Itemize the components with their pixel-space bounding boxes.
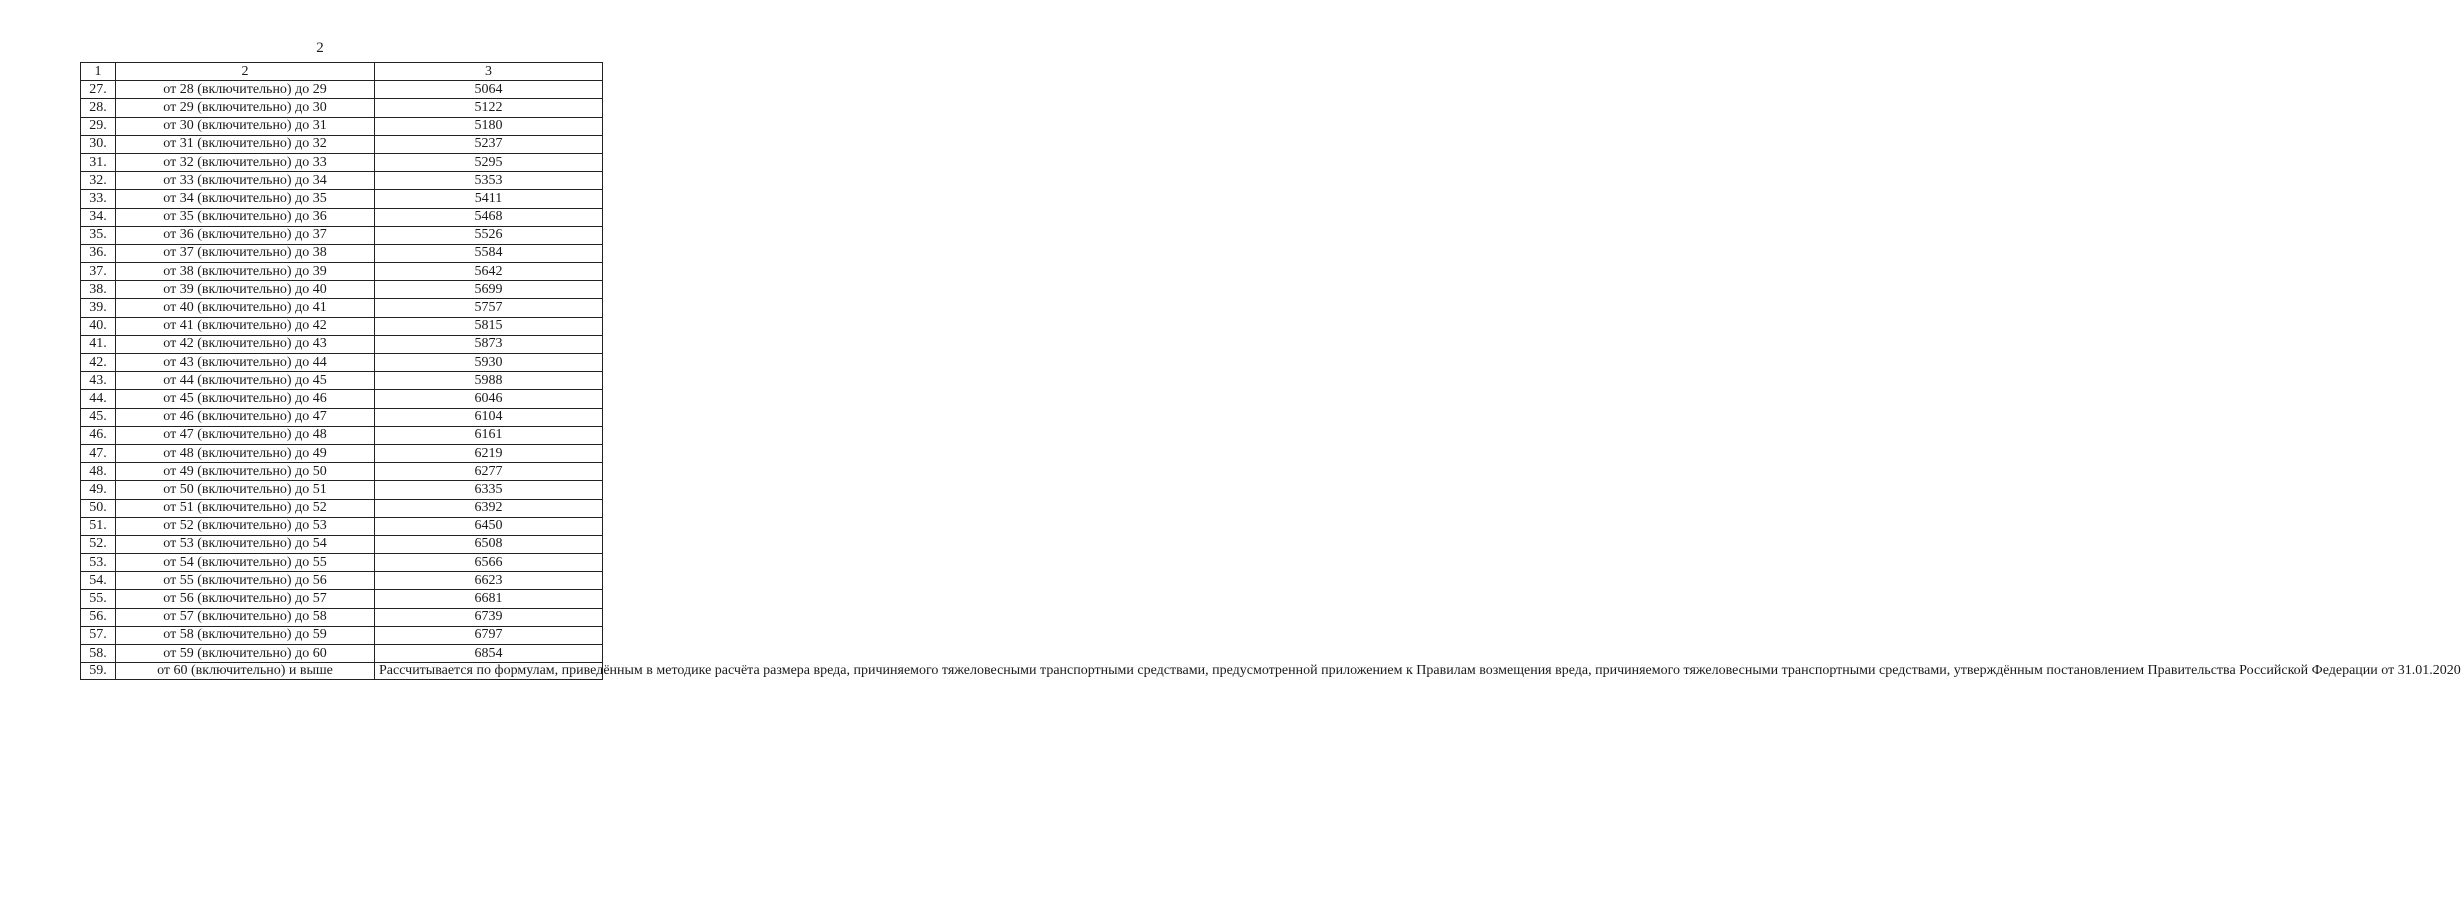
row-range: от 56 (включительно) до 57 (116, 590, 375, 608)
row-range: от 44 (включительно) до 45 (116, 372, 375, 390)
row-number: 48. (81, 463, 116, 481)
row-value: 5064 (375, 81, 603, 99)
table-row (81, 554, 603, 572)
row-number: 49. (81, 481, 116, 499)
row-range: от 29 (включительно) до 30 (116, 99, 375, 117)
row-value: 5237 (375, 135, 603, 153)
row-number: 57. (81, 626, 116, 644)
row-range: от 55 (включительно) до 56 (116, 572, 375, 590)
row-range: от 50 (включительно) до 51 (116, 481, 375, 499)
row-value: 6450 (375, 517, 603, 535)
row-range: от 60 (включительно) и выше (116, 663, 375, 680)
table-row (81, 572, 603, 590)
row-range: от 43 (включительно) до 44 (116, 354, 375, 372)
row-value: 5873 (375, 335, 603, 353)
table-row (81, 426, 603, 444)
row-range: от 35 (включительно) до 36 (116, 208, 375, 226)
row-number: 42. (81, 354, 116, 372)
table-row (81, 153, 603, 171)
row-number: 40. (81, 317, 116, 335)
table-row-last (81, 663, 603, 680)
row-number: 39. (81, 299, 116, 317)
row-value: 5526 (375, 226, 603, 244)
row-range: от 53 (включительно) до 54 (116, 535, 375, 553)
table-row (81, 99, 603, 117)
row-range: от 37 (включительно) до 38 (116, 244, 375, 262)
row-value: 5930 (375, 354, 603, 372)
row-range: от 36 (включительно) до 37 (116, 226, 375, 244)
table-row (81, 517, 603, 535)
row-value: 6508 (375, 535, 603, 553)
row-number: 31. (81, 153, 116, 171)
table-row (81, 463, 603, 481)
row-number: 33. (81, 190, 116, 208)
row-range: от 54 (включительно) до 55 (116, 554, 375, 572)
table-row (81, 481, 603, 499)
table-row (81, 281, 603, 299)
row-value: 6623 (375, 572, 603, 590)
row-number: 52. (81, 535, 116, 553)
table-row (81, 390, 603, 408)
row-range: от 45 (включительно) до 46 (116, 390, 375, 408)
column-header-2: 2 (116, 63, 375, 81)
page-number: 2 (316, 40, 324, 56)
table-row (81, 190, 603, 208)
row-number: 45. (81, 408, 116, 426)
row-value: 6854 (375, 645, 603, 663)
row-number: 28. (81, 99, 116, 117)
row-range: от 39 (включительно) до 40 (116, 281, 375, 299)
row-number: 56. (81, 608, 116, 626)
table-header-row (81, 63, 603, 81)
row-value: 6046 (375, 390, 603, 408)
row-range: от 32 (включительно) до 33 (116, 153, 375, 171)
row-value: 6739 (375, 608, 603, 626)
row-number: 55. (81, 590, 116, 608)
row-number: 37. (81, 263, 116, 281)
row-range: от 59 (включительно) до 60 (116, 645, 375, 663)
table-row (81, 317, 603, 335)
row-value: 6566 (375, 554, 603, 572)
tariff-table (80, 62, 2461, 680)
row-number: 41. (81, 335, 116, 353)
row-number: 32. (81, 172, 116, 190)
row-range: от 49 (включительно) до 50 (116, 463, 375, 481)
row-value: 6392 (375, 499, 603, 517)
table-row (81, 81, 603, 99)
table-row (81, 208, 603, 226)
row-range: от 42 (включительно) до 43 (116, 335, 375, 353)
row-value: 5815 (375, 317, 603, 335)
row-number: 36. (81, 244, 116, 262)
row-number: 46. (81, 426, 116, 444)
row-range: от 48 (включительно) до 49 (116, 444, 375, 462)
row-range: от 51 (включительно) до 52 (116, 499, 375, 517)
row-number: 43. (81, 372, 116, 390)
row-number: 38. (81, 281, 116, 299)
row-number: 47. (81, 444, 116, 462)
table-row (81, 608, 603, 626)
table-row (81, 535, 603, 553)
row-value: 5353 (375, 172, 603, 190)
row-value: 6219 (375, 444, 603, 462)
row-value: 6277 (375, 463, 603, 481)
table-row (81, 244, 603, 262)
row-value: 5411 (375, 190, 603, 208)
row-value: 6161 (375, 426, 603, 444)
row-value: 6335 (375, 481, 603, 499)
row-range: от 33 (включительно) до 34 (116, 172, 375, 190)
table-row (81, 444, 603, 462)
row-number: 34. (81, 208, 116, 226)
row-number: 58. (81, 645, 116, 663)
row-value: 5295 (375, 153, 603, 171)
row-range: от 28 (включительно) до 29 (116, 81, 375, 99)
row-value: 5584 (375, 244, 603, 262)
row-value: 5122 (375, 99, 603, 117)
row-range: от 40 (включительно) до 41 (116, 299, 375, 317)
row-value: 6681 (375, 590, 603, 608)
row-range: от 30 (включительно) до 31 (116, 117, 375, 135)
table-row (81, 626, 603, 644)
row-range: от 34 (включительно) до 35 (116, 190, 375, 208)
table-row (81, 263, 603, 281)
row-range: от 52 (включительно) до 53 (116, 517, 375, 535)
row-number: 29. (81, 117, 116, 135)
row-range: от 46 (включительно) до 47 (116, 408, 375, 426)
column-header-1: 1 (81, 63, 116, 81)
row-number: 51. (81, 517, 116, 535)
table-row (81, 172, 603, 190)
row-value: 5180 (375, 117, 603, 135)
row-value: 6104 (375, 408, 603, 426)
table-row (81, 645, 603, 663)
table-row (81, 408, 603, 426)
table-row (81, 335, 603, 353)
row-number: 30. (81, 135, 116, 153)
row-range: от 31 (включительно) до 32 (116, 135, 375, 153)
row-range: от 47 (включительно) до 48 (116, 426, 375, 444)
row-number: 59. (81, 663, 116, 680)
row-number: 44. (81, 390, 116, 408)
table-row (81, 499, 603, 517)
table-row (81, 590, 603, 608)
row-range: от 41 (включительно) до 42 (116, 317, 375, 335)
row-value: 5988 (375, 372, 603, 390)
table-row (81, 354, 603, 372)
row-number: 35. (81, 226, 116, 244)
row-note: Рассчитывается по формулам, приведённым в методике расчёта размера вреда, причиняемого тяжеловесными транспортными средствами, предусмотренной приложением к Правилам возмещения вреда, причиняемого тяжеловесными транспортными средствами, утверждённым постановлением Правительства Российской Федерации от 31.01.2020 (375, 663, 603, 680)
table-row (81, 299, 603, 317)
row-number: 53. (81, 554, 116, 572)
row-value: 5757 (375, 299, 603, 317)
row-range: от 38 (включительно) до 39 (116, 263, 375, 281)
row-number: 54. (81, 572, 116, 590)
table-row (81, 117, 603, 135)
column-header-3: 3 (375, 63, 603, 81)
row-value: 5642 (375, 263, 603, 281)
row-value: 5468 (375, 208, 603, 226)
row-value: 5699 (375, 281, 603, 299)
table-row (81, 135, 603, 153)
row-range: от 57 (включительно) до 58 (116, 608, 375, 626)
table-row (81, 372, 603, 390)
row-number: 27. (81, 81, 116, 99)
row-value: 6797 (375, 626, 603, 644)
row-range: от 58 (включительно) до 59 (116, 626, 375, 644)
row-number: 50. (81, 499, 116, 517)
table-row (81, 226, 603, 244)
